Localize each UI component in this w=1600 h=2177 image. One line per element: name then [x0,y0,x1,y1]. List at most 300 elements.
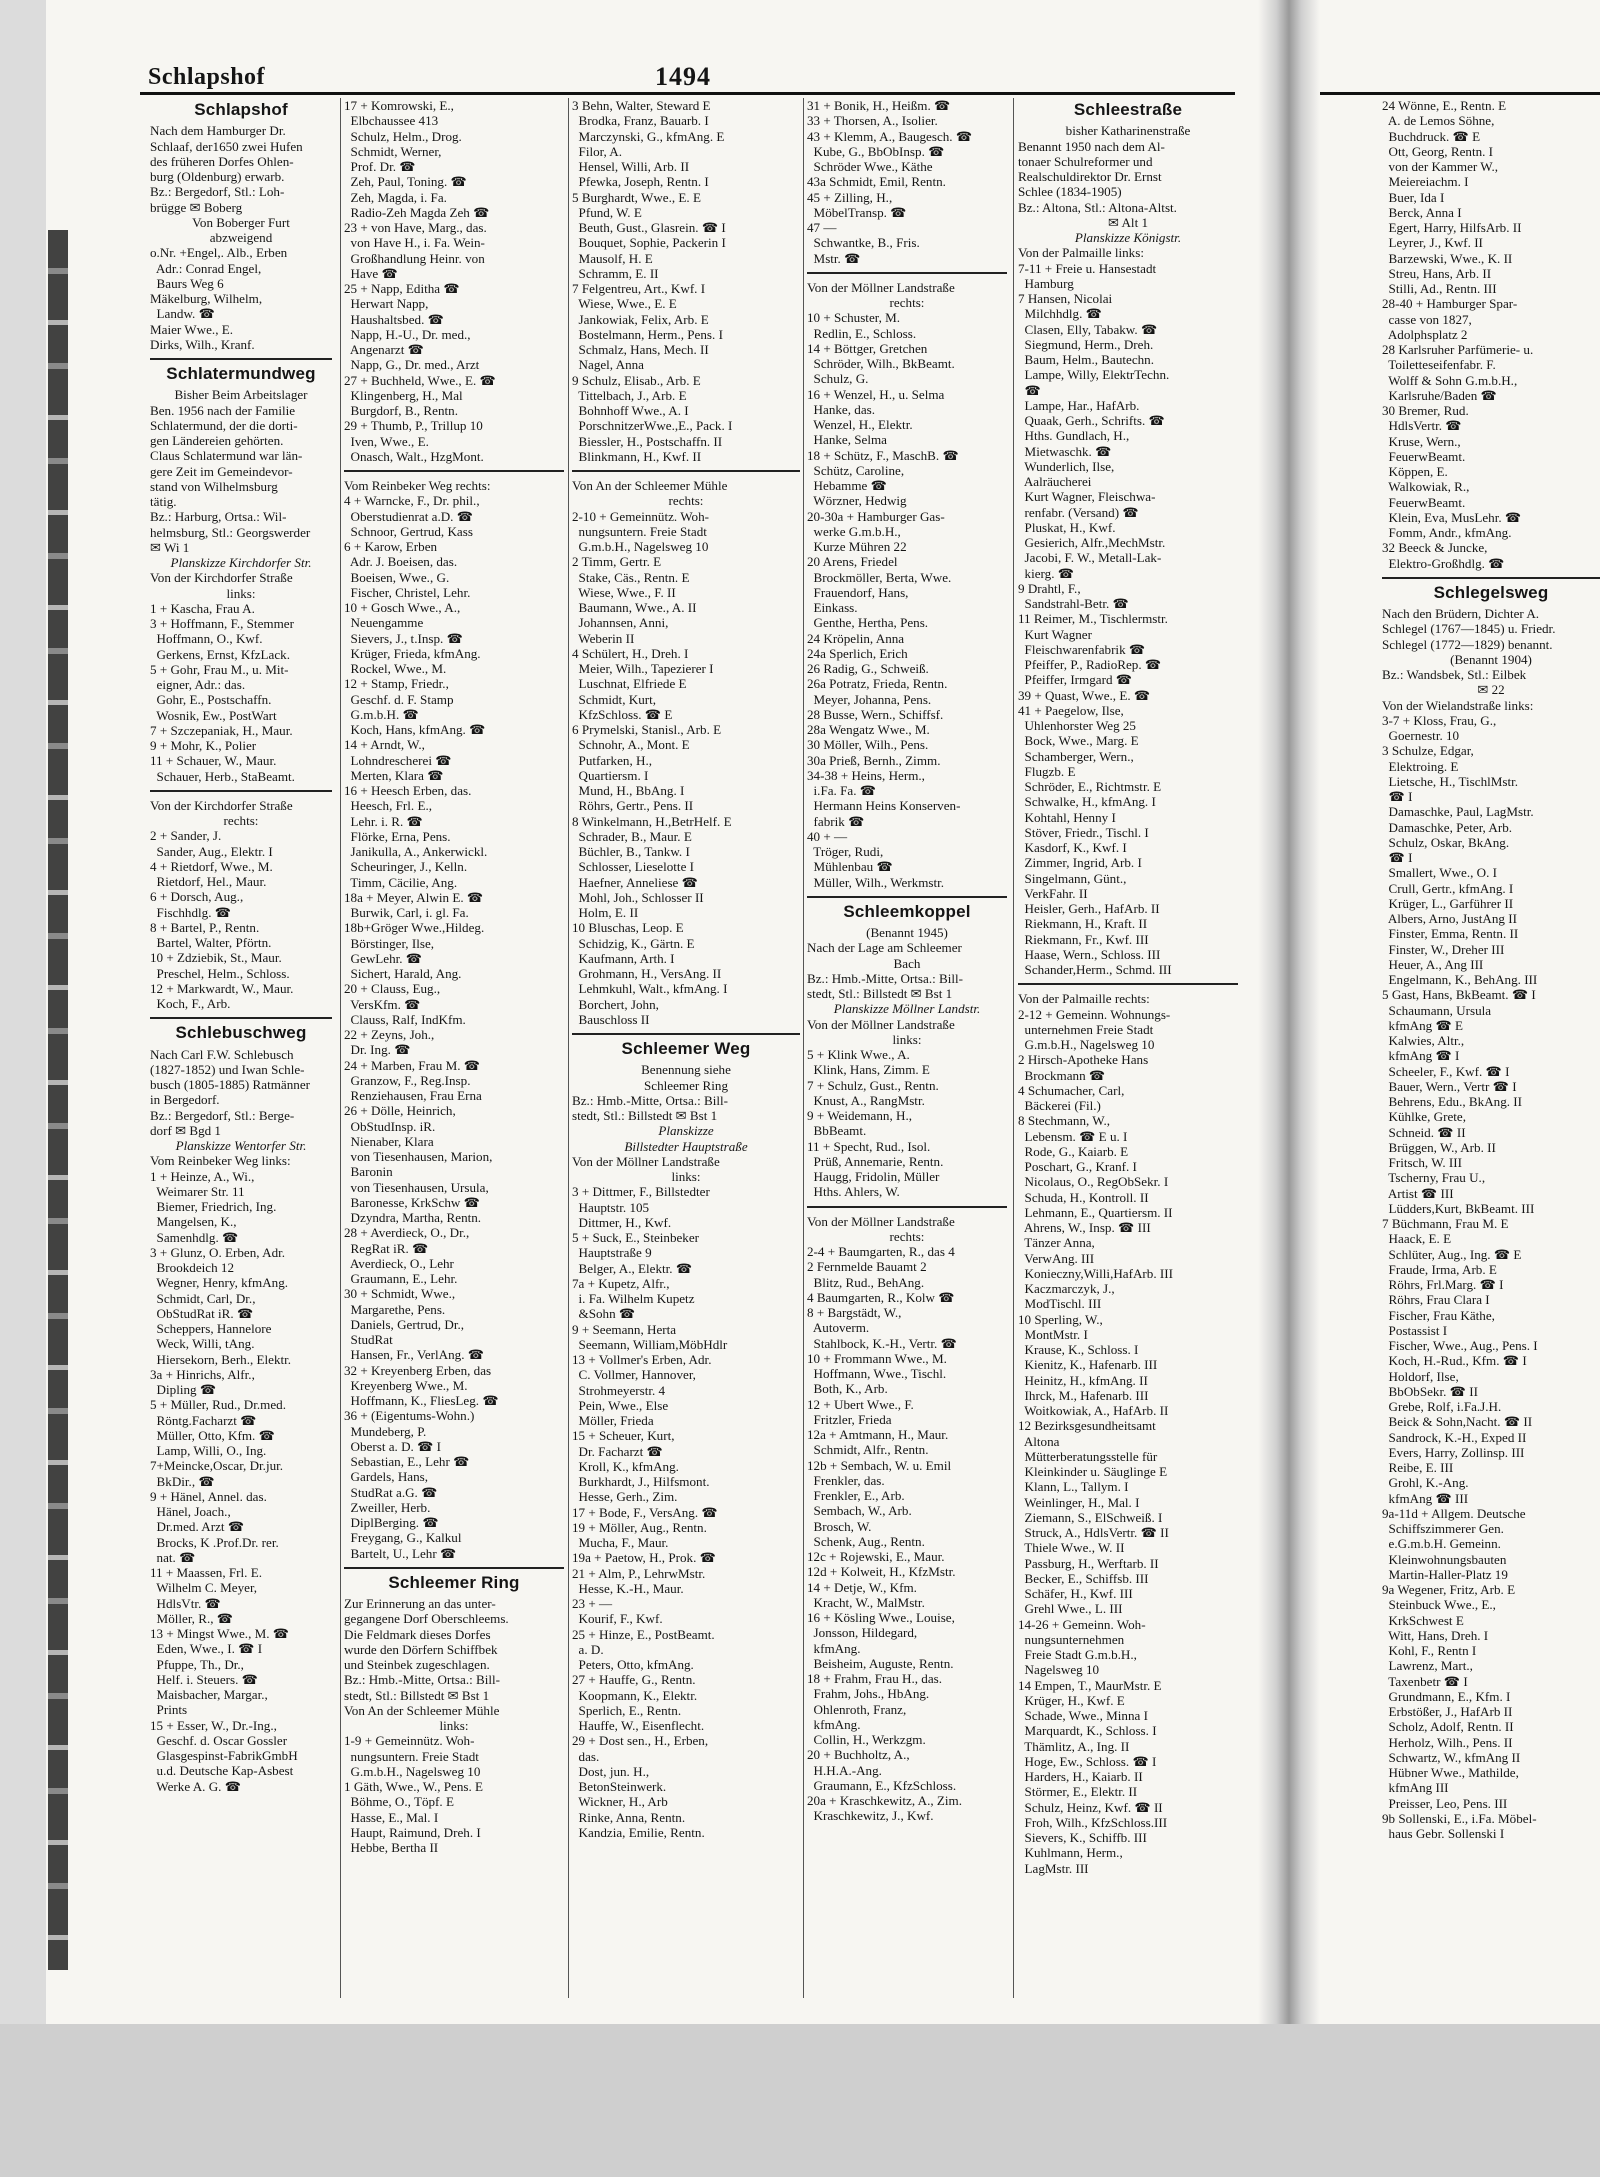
directory-entry-line: Becker, E., Schiffsb. III [1018,1570,1149,1586]
directory-entry-line: Averdieck, O., Lehr [344,1255,454,1271]
directory-entry-line: 8 Winkelmann, H.,BetrHelf. E [572,813,732,829]
directory-entry-line: Tittelbach, J., Arb. E [572,387,687,403]
directory-entry-line: 11 + Maassen, Frl. E. [150,1565,262,1580]
directory-entry-line: Froh, Wilh., KfzSchloss.III [1018,1814,1168,1830]
directory-entry-line: Sperlich, E., Rentn. [572,1702,682,1718]
directory-entry-line: 3 Behn, Walter, Steward E [572,98,711,113]
directory-entry-line: Klein, Eva, MusLehr. ☎ [1382,509,1522,525]
directory-entry-line: Kurt Wagner [1018,626,1092,642]
directory-entry-line: 30 Bremer, Rud. [1382,403,1469,418]
directory-entry-line: G.m.b.H., Nagelsweg 10 [344,1763,481,1779]
directory-entry-line: &Sohn ☎ [572,1306,636,1322]
street-divider-rule [1382,577,1600,579]
directory-entry-line: Börstinger, Ilse, [344,935,435,951]
directory-entry-line: Bock, Wwe., Marg. E [1018,733,1139,749]
directory-entry-line: Blinkmann, H., Kwf. II [572,448,702,464]
directory-entry-line: stedt, Stl.: Billstedt ✉ Bst 1 [807,986,953,1001]
directory-entry-line: Frenkler, E., Arb. [807,1488,905,1503]
directory-entry-line: Pfuppe, Th., Dr., [150,1656,244,1672]
directory-entry-line: Both, K., Arb. [807,1381,888,1397]
directory-entry-line: Köppen, E. [1382,464,1448,479]
directory-entry-line: Kalwies, Altr., [1382,1033,1465,1048]
directory-entry-line: Gesierich, Alfr.,MechMstr. [1018,535,1166,550]
directory-entry-line: Reibe, E. III [1382,1460,1454,1475]
directory-entry-line: RegRat iR. ☎ [344,1240,429,1256]
directory-entry-line: 36 + (Eigentums-Wohn.) [344,1408,475,1424]
directory-entry-line: KrkSchwest E [1382,1612,1464,1628]
directory-entry-line: Dipling ☎ [150,1382,217,1397]
directory-entry-line: Prints [150,1702,188,1718]
directory-entry-line: Poschart, G., Kranf. I [1018,1159,1137,1174]
directory-entry-line: Sichert, Harald, Ang. [344,966,462,981]
directory-entry-line: Wiese, Wwe., F. II [572,584,676,600]
directory-entry-line: Adr. J. Boeisen, das. [344,554,458,570]
directory-entry-line: 18 + Schütz, F., MaschB. ☎ [807,447,959,463]
directory-entry-line: Geschf. d. F. Stamp [344,691,454,707]
directory-entry-line: 3 + Glunz, O. Erben, Adr. [150,1244,286,1260]
directory-entry-line: KfzSchloss. ☎ E [572,706,673,722]
directory-entry-line: Scholz, Adolf, Rentn. II [1382,1719,1514,1735]
directory-entry-line: Harders, H., Kaiarb. II [1018,1769,1143,1784]
directory-entry-line: Schröder, E., Richtmstr. E [1018,779,1162,794]
directory-entry-line: Schramm, E. II [572,265,659,281]
directory-entry-line: Kühlke, Grete, [1382,1109,1466,1125]
directory-entry-line: Beick & Sohn,Nacht. ☎ II [1382,1414,1533,1430]
directory-entry-line: Kreyenberg Wwe., M. [344,1377,468,1393]
directory-entry-line: Sievers, J., t.Insp. ☎ [344,630,463,646]
directory-entry-line: BetonSteinwerk. [572,1779,667,1794]
directory-entry-line: 9 + Hänel, Annel. das. [150,1488,267,1504]
directory-entry-line: Biessler, H., Postschaffn. II [572,433,723,449]
directory-entry-line: Wosnik, Ew., PostWart [150,707,277,723]
directory-entry-line: kierg. ☎ [1018,565,1075,581]
directory-entry-line: helmsburg, Stl.: Georgswerder [150,524,311,540]
directory-entry-line: Prof. Dr. ☎ [344,159,416,174]
directory-entry-line: FeuerwBeamt. [1382,448,1466,464]
directory-entry-line: Von der Möllner Landstraße [572,1153,720,1169]
directory-entry-line: Hermann Heins Konserven- [807,798,961,814]
street-divider-rule [150,358,332,360]
directory-entry-line: Toiletteseifenfabr. F. [1382,357,1496,373]
directory-entry-line: Hensel, Willi, Arb. II [572,159,690,174]
directory-entry-line: Sandstrahl-Betr. ☎ [1018,596,1129,611]
directory-entry-line: Kaufmann, Arth. I [572,950,675,966]
directory-entry-line: 7a + Kupetz, Alfr., [572,1275,670,1291]
directory-entry-line: Blitz, Rud., BehAng. [807,1274,925,1290]
directory-entry-line: Herholz, Wilh., Pens. II [1382,1734,1513,1750]
directory-entry-line: haus Gebr. Sollenski I [1382,1826,1505,1841]
directory-entry-line: 32 Beeck & Juncke, [1382,540,1488,556]
directory-entry-line: Beisheim, Auguste, Rentn. [807,1655,954,1671]
directory-entry-line: Hebbe, Bertha II [344,1840,439,1855]
directory-entry-line: Kuhlmann, Herm., [1018,1845,1123,1861]
directory-column-6 [1382,98,1600,1841]
directory-entry-line: und Steinbek zugeschlagen. [344,1657,490,1672]
street-subtitle: (Benannt 1904) [1450,651,1532,667]
directory-entry-line: 30a Prieß, Bernh., Zimm. [807,752,941,768]
directory-entry-line: 5 + Müller, Rud., Dr.med. [150,1397,286,1413]
directory-entry-line: BbBeamt. [807,1123,867,1139]
directory-entry-line: Burkhardt, J., Hilfsmont. [572,1474,710,1489]
directory-entry-line: Aalräucherei [1018,474,1092,489]
directory-entry-line: Röntg.Facharzt ☎ [150,1412,257,1428]
directory-entry-line: 28a Wengatz Wwe., M. [807,722,930,737]
directory-entry-line: in Bergedorf. [150,1092,220,1108]
directory-entry-line: MöbelTransp. ☎ [807,204,907,220]
directory-entry-line: Lehmkuhl, Walt., kfmAng. I [572,981,728,997]
directory-entry-line: 17 + Bode, F., VersAng. ☎ [572,1504,718,1520]
directory-entry-line: G.m.b.H. ☎ [344,706,419,722]
directory-entry-line: Lohndrescherei ☎ [344,752,452,768]
directory-entry-line: Elektroing. E [1382,758,1459,774]
directory-entry-line: BbObSekr. ☎ II [1382,1383,1478,1399]
directory-entry-line: 29 + Thumb, P., Trillup 10 [344,418,483,434]
street-heading: Schleemkoppel [843,901,971,921]
street-subtitle: abzweigend [209,230,273,245]
directory-entry-line: Steinbuck Wwe., E., [1382,1597,1496,1613]
directory-entry-line: Brodka, Franz, Bauarb. I [572,113,709,129]
directory-entry-line: Fischhdlg. ☎ [150,904,232,920]
street-subtitle: rechts: [889,295,925,310]
directory-entry-line: Klink, Hans, Zimm. E [807,1062,930,1078]
directory-entry-line: Baurs Weg 6 [150,275,224,291]
directory-entry-line: Schade, Wwe., Minna I [1018,1708,1148,1723]
directory-entry-line: VerkFahr. II [1018,885,1088,901]
directory-entry-line: 26 Radig, G., Schweiß. [807,661,929,676]
directory-entry-line: Kurze Mühren 22 [807,539,907,554]
street-divider-rule [150,1017,332,1019]
directory-entry-line: werke G.m.b.H., [807,523,901,539]
directory-entry-line: Haase, Wern., Schloss. III [1018,946,1161,962]
directory-entry-line: 19 + Möller, Aug., Rentn. [572,1519,707,1535]
directory-entry-line: Werke A. G. ☎ [150,1778,242,1794]
directory-entry-line: Passburg, H., Werftarb. II [1018,1555,1159,1571]
directory-entry-line: Engelmann, K., BehAng. III [1382,972,1538,987]
directory-entry-line: Strohmeyerstr. 4 [572,1382,666,1398]
directory-entry-line: Gerkens, Ernst, KfzLack. [150,646,290,662]
book-gutter [1258,0,1320,2024]
directory-entry-line: Lampe, Willy, ElektrTechn. [1018,367,1170,383]
directory-entry-line: Hths. Ahlers, W. [807,1184,900,1200]
directory-entry-line: Burwik, Carl, i. gl. Fa. [344,905,469,920]
directory-entry-line: Lawrenz, Mart., [1382,1658,1473,1674]
directory-entry-line: Maier Wwe., E. [150,321,234,337]
directory-entry-line: Grebe, Rolf, i.Fa.J.H. [1382,1399,1502,1414]
directory-entry-line: renfabr. (Versand) ☎ [1018,504,1139,520]
street-subtitle: Bisher Beim Arbeitslager [174,387,308,403]
directory-entry-line: 23 + — [572,1596,613,1611]
directory-entry-line: Egert, Harry, HilfsArb. II [1382,220,1522,235]
directory-entry-line: Heesch, Frl. E., [344,798,432,814]
directory-entry-line: 9a Wegener, Fritz, Arb. E [1382,1582,1516,1597]
street-heading: Schleemer Ring [388,1572,520,1592]
directory-entry-line: Fomm, Andr., kfmAng. [1382,525,1512,540]
directory-entry-line: Nicolaus, O., RegObSekr. I [1018,1174,1169,1190]
directory-entry-line: 12c + Rojewski, E., Maur. [807,1549,945,1564]
directory-entry-line: Kasdorf, K., Kwf. I [1018,840,1127,855]
directory-entry-line: Witt, Hans, Dreh. I [1382,1627,1489,1643]
directory-entry-line: fabrik ☎ [807,813,865,829]
directory-entry-line: Schuda, H., Kontroll. II [1018,1189,1149,1205]
directory-entry-line: Schröder Wwe., Käthe [807,159,933,174]
directory-entry-line: ☎ I [1382,850,1413,865]
street-subtitle: links: [439,1718,469,1733]
directory-entry-line: Ott, Georg, Rentn. I [1382,143,1494,159]
directory-entry-line: Zimmer, Ingrid, Arb. I [1018,855,1142,871]
directory-entry-line: Ziemann, S., ElSchweiß. I [1018,1509,1163,1525]
directory-entry-line: 28 Karlsruher Parfümerie- u. [1382,342,1534,357]
directory-entry-line: 20 + Buchholtz, A., [807,1747,910,1763]
directory-entry-line: 7 Büchmann, Frau M. E [1382,1216,1509,1231]
directory-entry-line: Kleinwohnungsbauten [1382,1551,1507,1567]
directory-entry-line: 45 + Zilling, H., [807,189,893,205]
directory-entry-line: Buer, Ida I [1382,189,1445,205]
directory-entry-line: Röhrs, Gertr., Pens. II [572,798,694,814]
directory-entry-line: Von der Kirchdorfer Straße [150,570,293,586]
directory-entry-line: Jankowiak, Felix, Arb. E [572,311,709,327]
directory-entry-line: von der Kammer W., [1382,159,1499,174]
directory-entry-line: Dzyndra, Martha, Rentn. [344,1210,482,1225]
directory-entry-line: Prüß, Annemarie, Rentn. [807,1153,944,1169]
directory-entry-line: Barzewski, Wwe., K. II [1382,250,1513,266]
directory-entry-line: Möller, R., ☎ [150,1610,234,1626]
directory-entry-line: Wilhelm C. Meyer, [150,1580,258,1596]
directory-entry-line: Crull, Gertr., kfmAng. I [1382,880,1514,896]
directory-entry-line: Hauptstraße 9 [572,1245,652,1261]
directory-entry-line: 6 + Karow, Erben [344,539,438,554]
directory-entry-line: Borchert, John, [572,996,659,1012]
directory-entry-line: Nach der Lage am Schleemer [807,940,962,956]
directory-entry-line: Kraschkewitz, J., Kwf. [807,1808,934,1824]
directory-entry-line: Ben. 1956 nach der Familie [150,402,296,418]
directory-entry-line: Klingenberg, H., Mal [344,387,463,403]
directory-entry-line: Baronesse, KrkSchw ☎ [344,1194,480,1210]
directory-entry-line: i.Fa. Fa. ☎ [807,783,877,798]
directory-entry-line: Meier, Wilh., Tapezierer I [572,661,714,676]
street-subtitle: links: [226,585,256,601]
directory-entry-line: 7 + Szczepaniak, H., Maur. [150,722,293,738]
directory-entry-line: 1 Gäth, Wwe., W., Pens. E [344,1779,484,1794]
directory-entry-line: 31 + Bonik, H., Heißm. ☎ [807,98,951,113]
street-subtitle: rechts: [889,1228,925,1244]
street-divider-rule [572,1033,800,1035]
street-divider-rule [1018,983,1238,985]
directory-entry-line: Schlatermund, der die dorti- [150,417,298,433]
directory-entry-line: DiplBerging. ☎ [344,1515,439,1530]
directory-entry-line: 8 + Bartel, P., Rentn. [150,919,260,935]
directory-entry-line: Die Feldmark dieses Dorfes [344,1626,491,1642]
scan-background [0,2024,1600,2177]
directory-entry-line: Brookdeich 12 [150,1260,235,1275]
directory-entry-line: Freygang, G., Kalkul [344,1530,462,1546]
directory-entry-line: 6 Prymelski, Stanisl., Arb. E [572,722,722,737]
column-divider [1013,98,1014,1998]
directory-entry-line: 7 Hansen, Nicolai [1018,291,1113,306]
directory-entry-line: Kaczmarczyk, J., [1018,1281,1115,1296]
directory-entry-line: 12d + Kolweit, H., KfzMstr. [807,1564,956,1580]
directory-entry-line: Merten, Klara ☎ [344,767,444,783]
directory-entry-line: 5 + Klink Wwe., A. [807,1047,910,1062]
directory-entry-line: VersKfm. ☎ [344,996,421,1012]
plan-reference: Planskizze Königstr. [1074,230,1182,245]
directory-entry-line: 8 + Bargstädt, W., [807,1305,902,1320]
directory-entry-line: Wegner, Henry, kfmAng. [150,1275,289,1291]
directory-entry-line: a. D. [572,1641,604,1657]
directory-entry-line: u.d. Deutsche Kap-Asbest [150,1763,294,1779]
directory-entry-line: Lietsche, H., TischlMstr. [1382,773,1519,789]
directory-entry-line: Burgdorf, B., Rentn. [344,403,458,418]
directory-entry-line: Krause, K., Schloss. I [1018,1342,1139,1357]
directory-entry-line: Pfewka, Joseph, Rentn. I [572,174,709,190]
directory-entry-line: das. [572,1748,600,1764]
directory-entry-line: 9 Drahtl, F., [1018,580,1081,596]
directory-entry-line: 12 + Ubert Wwe., F. [807,1396,914,1412]
directory-entry-line: GewLehr. ☎ [344,950,423,966]
directory-entry-line: 9 Schulz, Elisab., Arb. E [572,372,701,388]
directory-column-5 [1018,98,1238,1876]
directory-entry-line: Schröder, Wilh., BkBeamt. [807,356,955,371]
directory-entry-line: Landw. ☎ [150,306,215,322]
street-subtitle: bisher Katharinenstraße [1065,123,1191,139]
directory-entry-line: Von der Möllner Landstraße [807,279,955,295]
directory-entry-line: Meyer, Johanna, Pens. [807,691,932,707]
directory-entry-line: 20a + Kraschkewitz, A., Zim. [807,1793,963,1808]
directory-entry-line: stedt, Stl.: Billstedt ✉ Bst 1 [572,1108,718,1123]
directory-entry-line: Smallert, Wwe., O. I [1382,865,1498,881]
directory-entry-line: 27 + Buchheld, Wwe., E. ☎ [344,372,496,388]
directory-column-3 [572,98,800,1840]
directory-entry-line: eigner, Adr.: das. [150,677,246,692]
directory-entry-line: Zur Erinnerung an das unter- [344,1596,496,1611]
directory-entry-line: Glasgespinst-FabrikGmbH [150,1748,298,1763]
directory-entry-line: Von der Möllner Landstraße [807,1213,955,1229]
directory-entry-line: Wolff & Sohn G.m.b.H., [1382,372,1518,388]
directory-entry-line: Bz.: Wandsbek, Stl.: Eilbek [1382,667,1527,682]
directory-entry-line: Röhrs, Frl.Marg. ☎ I [1382,1277,1504,1292]
directory-entry-line: Dirks, Wilh., Kranf. [150,336,255,352]
directory-entry-line: tonaer Schulreformer und [1018,153,1153,169]
directory-entry-line: Holdorf, Ilse, [1382,1368,1459,1384]
directory-entry-line: G.m.b.H., Nagelsweg 10 [1018,1037,1155,1052]
directory-entry-line: 43 + Klemm, A., Baugesch. ☎ [807,128,973,144]
directory-entry-line: Oberst a. D. ☎ I [344,1438,442,1454]
directory-entry-line: Schulz, G. [807,371,869,387]
directory-entry-line: Streu, Hans, Arb. II [1382,265,1492,281]
directory-entry-line: Thämlitz, A., Ing. II [1018,1738,1130,1754]
directory-entry-line: 1 + Heinze, A., Wi., [150,1168,255,1184]
street-subtitle: Von Boberger Furt [192,214,290,230]
street-subtitle: ✉ Alt 1 [1107,214,1149,230]
directory-entry-line: Taxenbetr ☎ I [1382,1673,1468,1689]
directory-entry-line: 29 + Dost sen., H., Erben, [572,1733,709,1749]
directory-entry-line: 9 + Mohr, K., Polier [150,738,257,753]
directory-entry-line: Schmalz, Hans, Mech. II [572,342,709,357]
directory-entry-line: 2-12 + Gemeinn. Wohnungs- [1018,1006,1171,1022]
directory-entry-line: Scheeler, F., Kwf. ☎ I [1382,1063,1510,1079]
directory-entry-line: Holm, E. II [572,905,639,920]
directory-entry-line: Pluskat, H., Kwf. [1018,519,1116,535]
directory-entry-line: 27 + Hauffe, G., Rentn. [572,1672,696,1688]
directory-entry-line: Filor, A. [572,143,623,159]
header-rule [140,92,1235,95]
directory-entry-line: 12 + Stamp, Friedr., [344,676,449,692]
directory-entry-line: Nagel, Anna [572,357,644,373]
plan-reference: Billstedter Hauptstraße [624,1138,748,1154]
directory-entry-line: Mohl, Joh., Schlosser II [572,889,704,905]
directory-entry-line: Schmidt, Carl, Dr., [150,1290,256,1306]
directory-entry-line: Siegmund, Herm., Dreh. [1018,336,1154,352]
directory-entry-line: Angenarzt ☎ [344,342,424,357]
directory-entry-line: Bartel, Walter, Pförtn. [150,935,272,950]
directory-entry-line: Schmidt, Kurt, [572,691,657,707]
directory-entry-line: wurde den Dörfern Schiffbek [344,1641,498,1657]
directory-entry-line: Boeisen, Wwe., G. [344,569,450,585]
directory-entry-line: Koch, H.-Rud., Kfm. ☎ I [1382,1353,1527,1369]
directory-entry-line: 9 + Weidemann, H., [807,1108,912,1123]
directory-entry-line: Samenhdlg. ☎ [150,1229,239,1245]
directory-entry-line: Krüger, Frieda, kfmAng. [344,645,481,661]
street-subtitle: Benennung siehe [641,1062,731,1078]
directory-entry-line: (1827-1852) und Iwan Schle- [150,1061,305,1077]
directory-entry-line: dorf ✉ Bgd 1 [150,1122,221,1138]
directory-entry-line: 30 + Schmidt, Wwe., [344,1286,456,1302]
directory-entry-line: 21 + Alm, P., LehrwMstr. [572,1565,706,1581]
directory-entry-line: Schlosser, Lieselotte I [572,859,695,875]
directory-entry-line: Lampe, Har., HafArb. [1018,397,1140,413]
directory-entry-line: Von der Kirchdorfer Straße [150,797,293,813]
directory-entry-line: kfmAng III [1382,1780,1449,1796]
directory-entry-line: Kracht, W., MalMstr. [807,1594,925,1610]
directory-entry-line: PorschnitzerWwe.,E., Pack. I [572,418,733,434]
directory-entry-line: 39 + Quast, Wwe., E. ☎ [1018,687,1151,703]
directory-entry-line: Goernestr. 10 [1382,728,1460,743]
directory-entry-line: FeuerwBeamt. [1382,494,1466,510]
directory-entry-line: 5 Gast, Hans, BkBeamt. ☎ I [1382,987,1536,1003]
directory-entry-line: Marczynski, G., kfmAng. E [572,128,725,144]
directory-entry-line: 3 + Dittmer, F., Billstedter [572,1184,710,1200]
directory-entry-line: Grehl Wwe., L. III [1018,1601,1123,1617]
directory-entry-line: Buchdruck. ☎ E [1382,128,1481,144]
directory-entry-line: 11 + Schauer, W., Maur. [150,753,277,769]
directory-entry-line: Belger, A., Elektr. ☎ [572,1260,693,1276]
directory-entry-line: Graumann, E., KfzSchloss. [807,1777,957,1793]
directory-entry-line: BkDir., ☎ [150,1473,215,1489]
directory-entry-line: Hoffmann, K., FliesLeg. ☎ [344,1393,499,1408]
directory-entry-line: 12a + Amtmann, H., Maur. [807,1427,949,1442]
directory-entry-line: Scheppers, Hannelore [150,1321,272,1336]
directory-entry-line: ObStudRat iR. ☎ [150,1305,254,1321]
directory-entry-line: Hanke, das. [807,401,875,417]
directory-entry-line: 2-4 + Baumgarten, R., das 4 [807,1244,955,1259]
directory-entry-line: Hesse, Gerh., Zim. [572,1489,678,1505]
directory-entry-line: Iven, Wwe., E. [344,433,429,449]
directory-entry-line: gere Zeit im Gemeindevor- [150,463,293,479]
directory-entry-line: Tscherny, Frau U., [1382,1170,1486,1186]
directory-entry-line: Nach Carl F.W. Schlebusch [150,1046,294,1062]
directory-column-2 [344,98,564,1855]
directory-entry-line: Dr. Ing. ☎ [344,1042,411,1058]
directory-entry-line: VerwAng. III [1018,1250,1095,1266]
directory-entry-line: Luschnat, Elfriede E [572,676,687,692]
directory-entry-line: Elbchaussee 413 [344,113,439,129]
directory-entry-line: Rockel, Wwe., M. [344,661,447,676]
directory-entry-line: Biemer, Friedrich, Ing. [150,1199,277,1214]
directory-entry-line: Radio-Zeh Magda Zeh ☎ [344,204,490,220]
column-divider [803,98,804,1998]
directory-entry-line: Kleinkinder u. Säuglinge E [1018,1464,1168,1479]
directory-entry-line: Störmer, E., Elektr. II [1018,1784,1138,1800]
directory-entry-line: Schauer, Herb., StaBeamt. [150,768,295,784]
